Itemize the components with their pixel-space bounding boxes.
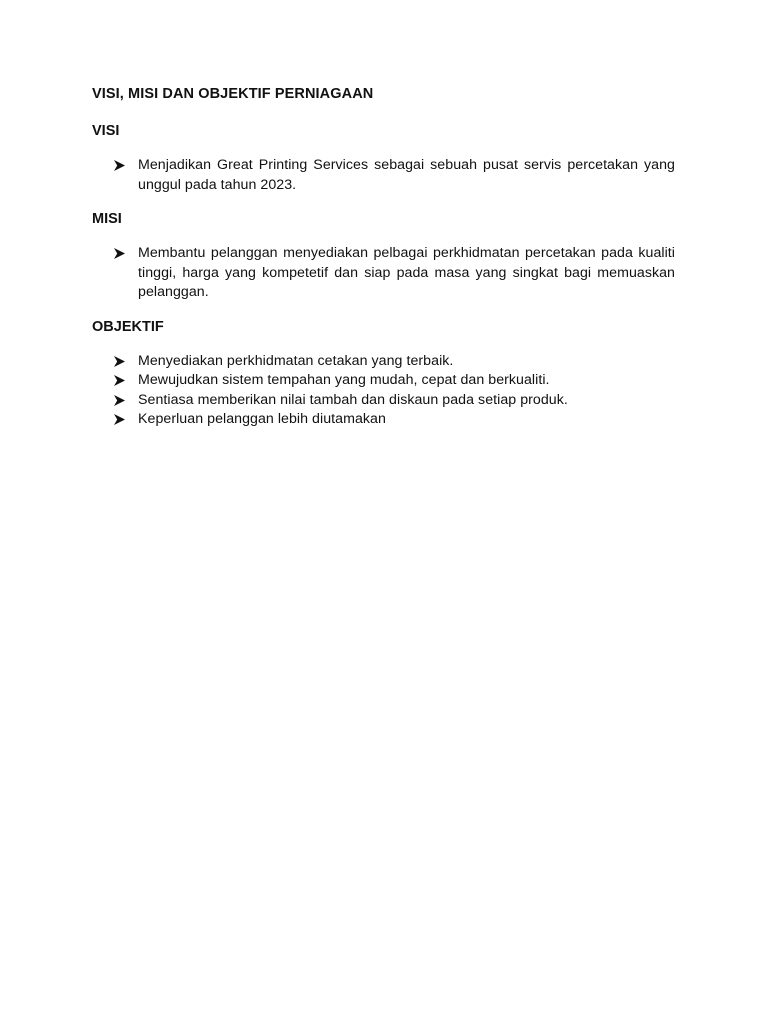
list-item-text: Mewujudkan sistem tempahan yang mudah, cepat dan berkualiti. (138, 372, 550, 388)
list-item-text: Sentiasa memberikan nilai tambah dan diskaun pada setiap produk. (138, 391, 568, 408)
section-heading-misi: MISI (92, 211, 122, 227)
list-item (114, 391, 675, 411)
section-heading-objektif: OBJEKTIF (92, 318, 164, 335)
arrowhead-bullet-icon (114, 395, 125, 406)
list-item-text: Menyediakan perkhidmatan cetakan yang terbaik. (138, 352, 454, 369)
arrowhead-bullet-icon (114, 414, 125, 425)
list-item (114, 244, 675, 303)
arrowhead-bullet-icon (114, 248, 125, 259)
document-title: VISI, MISI DAN OBJEKTIF PERNIAGAAN (92, 86, 374, 102)
list-item (114, 352, 675, 372)
list-item (114, 410, 675, 430)
arrowhead-bullet-icon (114, 160, 125, 171)
list-item-text: Membantu pelanggan menyediakan pelbagai perkhidmatan percetakan pada kualiti tinggi, harga yang kompetetif dan siap pada masa yang singkat bagi memuaskan pelanggan. (138, 245, 675, 300)
misi-list (92, 244, 675, 303)
list-item-text: Menjadikan Great Printing Services sebagai sebuah pusat servis percetakan yang unggul pada tahun 2023. (138, 157, 675, 193)
arrowhead-bullet-icon (114, 375, 125, 386)
visi-list (92, 156, 675, 195)
section-heading-visi: VISI (92, 123, 120, 139)
list-item-text: Keperluan pelanggan lebih diutamakan (138, 411, 386, 427)
arrowhead-bullet-icon (114, 356, 125, 367)
list-item (114, 156, 675, 195)
objektif-list (92, 352, 675, 430)
list-item (114, 371, 675, 391)
